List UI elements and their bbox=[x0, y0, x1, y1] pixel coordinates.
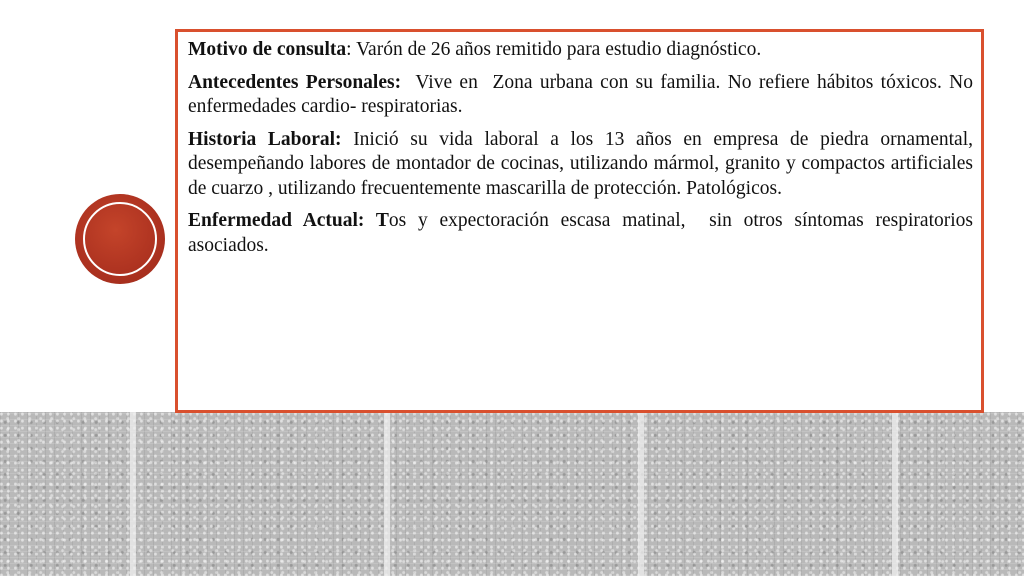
paragraph-enfermedad-actual bbox=[188, 209, 978, 258]
case-summary-box bbox=[175, 29, 984, 413]
texture-seam bbox=[130, 412, 136, 576]
texture-seam bbox=[638, 412, 644, 576]
background-texture-band bbox=[0, 412, 1024, 576]
texture-seam bbox=[384, 412, 390, 576]
texture-seam bbox=[892, 412, 898, 576]
separator bbox=[342, 129, 354, 150]
case-summary-text bbox=[188, 38, 978, 266]
paragraph-motivo-consulta bbox=[188, 38, 973, 63]
separator bbox=[401, 72, 415, 93]
label-antecedentes: Antecedentes Personales: bbox=[188, 71, 402, 93]
paragraph-historia-laboral bbox=[188, 128, 973, 202]
label-historia-laboral: Historia Laboral: bbox=[188, 128, 342, 150]
circle-ring bbox=[83, 202, 157, 276]
separator: : bbox=[346, 39, 357, 60]
text-antecedentes: Vive en Zona urbana con su familia. No refiere hábitos tóxicos. No enfermedades cardio- respiratorias. bbox=[188, 71, 978, 117]
text-enfermedad-actual: os y expectoración escasa matinal, sin otros síntomas respiratorios asociados. bbox=[188, 210, 978, 256]
decorative-circle-icon bbox=[75, 194, 165, 284]
text-motivo-consulta: Varón de 26 años remitido para estudio diagnóstico. bbox=[356, 39, 762, 60]
label-enfermedad-actual: Enfermedad Actual: T bbox=[188, 210, 389, 231]
text-historia-laboral: Inició su vida laboral a los 13 años en empresa de piedra ornamental, desempeñando labores de montador de cocinas, utilizando mármol, granito y compactos artificiales de cuarzo , utilizando frecuentemente mascarilla de protección. Patológicos. bbox=[188, 128, 974, 199]
label-motivo-consulta: Motivo de consulta bbox=[188, 39, 347, 60]
paragraph-antecedentes bbox=[188, 71, 978, 120]
